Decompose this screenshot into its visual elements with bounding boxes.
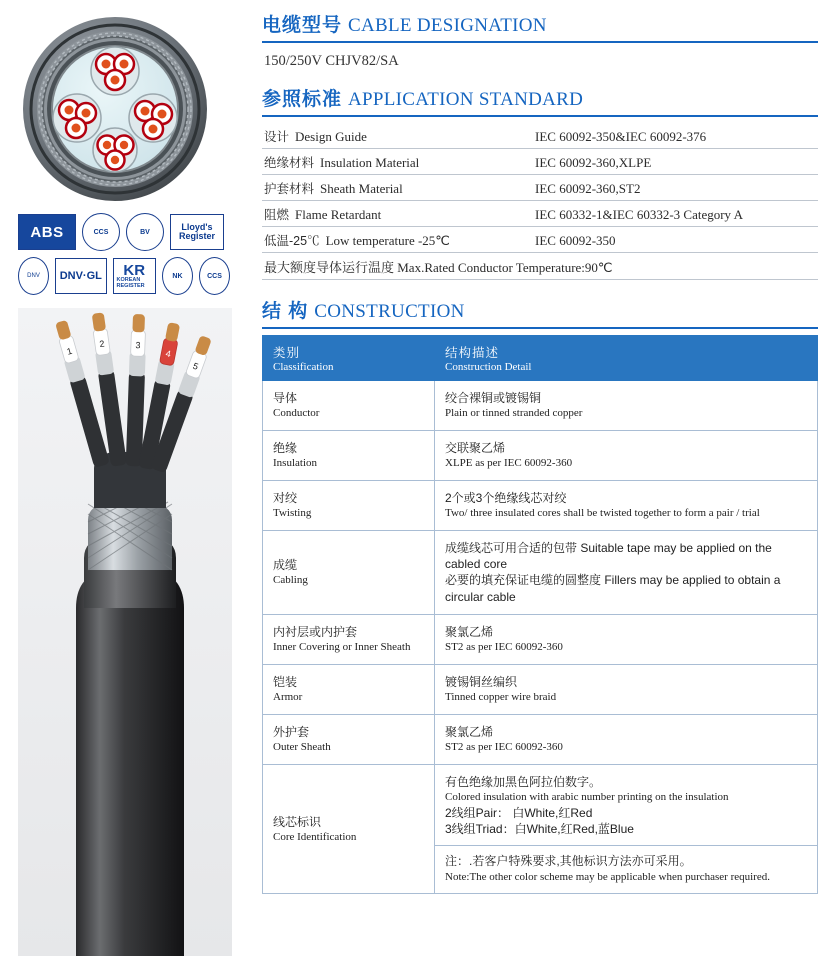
header-classification-cn: 类别 xyxy=(273,346,301,360)
row-armor-label xyxy=(263,664,435,714)
core-id-pair-colors: 2线组Pair： 白White,红Red xyxy=(445,805,593,820)
header-construction-detail xyxy=(435,336,818,381)
table-row xyxy=(263,481,818,531)
row-label-en: Outer Sheath xyxy=(273,741,331,754)
standard-label-cell xyxy=(262,149,533,175)
ccs-cn-certification-logo xyxy=(199,257,230,295)
application-standard-heading xyxy=(262,84,818,111)
standard-value-cell: IEC 60092-360,ST2 xyxy=(533,175,818,201)
lloyds-line1: Lloyd's xyxy=(181,221,213,232)
standard-value-cell: IEC 60092-350&IEC 60092-376 xyxy=(533,123,818,149)
construction-title-en: CONSTRUCTION xyxy=(314,301,465,322)
bv-label: BV xyxy=(140,228,150,236)
row-label-en: Core Identification xyxy=(273,830,357,843)
construction-title-cn: 结 构 xyxy=(262,301,309,322)
kr-line1: KR xyxy=(123,262,146,279)
dnv-gl-certification-logo xyxy=(55,258,107,294)
ccs-cn-label: CCS xyxy=(207,272,222,280)
certification-row-1 xyxy=(18,210,230,254)
certification-row-2 xyxy=(18,254,230,298)
row-core-identification-label xyxy=(263,764,435,893)
core-id-triad-colors: 3线组Triad：白White,红Red,蓝Blue xyxy=(445,822,634,837)
table-row xyxy=(263,614,818,664)
ccs-certification-logo xyxy=(82,213,120,251)
row-detail-en: Two/ three insulated cores shall be twisted together to form a pair / trial xyxy=(445,507,760,520)
standard-value-cell: IEC 60332-1&IEC 60332-3 Category A xyxy=(533,201,818,227)
cable-cross-section-diagram xyxy=(20,14,210,204)
row-label-en: Armor xyxy=(273,691,303,704)
construction-heading xyxy=(262,296,818,323)
row-detail-cn: 成缆线芯可用合适的包带 Suitable tape may be applied on the cabled core xyxy=(445,541,772,572)
row-twisting-label xyxy=(263,481,435,531)
standard-label-cn: 低温-25℃ xyxy=(264,234,320,248)
ccs-label: CCS xyxy=(93,228,109,236)
table-row xyxy=(263,431,818,481)
row-armor-detail xyxy=(435,664,818,714)
core-id-note-cn: 注：.若客户特殊要求,其他标识方法亦可采用。 xyxy=(445,854,692,869)
core-id-note-divider xyxy=(435,845,817,846)
svg-text:3: 3 xyxy=(135,340,141,351)
construction-table xyxy=(262,335,818,894)
table-row xyxy=(263,714,818,764)
certification-logos xyxy=(18,210,230,302)
cable-designation-section xyxy=(262,10,818,72)
lloyds-register-certification-logo xyxy=(170,214,224,250)
header-detail-en: Construction Detail xyxy=(445,361,532,373)
svg-text:2: 2 xyxy=(98,338,106,350)
table-row xyxy=(263,531,818,615)
row-label-en: Cabling xyxy=(273,574,308,587)
row-detail-en: 必要的填充保证电缆的圆整度 Fillers may be applied to obtain a circular cable xyxy=(445,573,781,604)
kr-certification-logo xyxy=(113,258,156,294)
cable-designation-value: 150/250V CHJV82/SA xyxy=(264,53,399,69)
standard-label-cell xyxy=(262,123,533,149)
construction-section xyxy=(262,296,818,894)
standard-label-cell xyxy=(262,175,533,201)
cable-designation-title-cn: 电缆型号 xyxy=(262,15,343,36)
row-label-cn: 外护套 xyxy=(273,724,310,739)
row-detail-en: ST2 as per IEC 60092-360 xyxy=(445,641,563,654)
bv-certification-logo xyxy=(126,213,164,251)
row-conductor-label xyxy=(263,381,435,431)
row-detail-cn: 2个或3个绝缘线芯对绞 xyxy=(445,491,567,506)
application-standard-title-en: APPLICATION STANDARD xyxy=(348,89,584,110)
max-rated-temperature-cell: 最大额度导体运行温度 Max.Rated Conductor Temperature:90℃ xyxy=(262,253,818,280)
header-detail-cn: 结构描述 xyxy=(445,346,500,360)
row-label-en: Inner Covering or Inner Sheath xyxy=(273,641,411,654)
standard-label-en: Design Guide xyxy=(295,129,367,144)
row-detail-en: Tinned copper wire braid xyxy=(445,691,557,704)
row-outer-sheath-label xyxy=(263,714,435,764)
construction-divider xyxy=(262,327,818,329)
core-id-line1-en: Colored insulation with arabic number printing on the insulation xyxy=(445,791,729,804)
cable-designation-heading xyxy=(262,10,818,37)
row-detail-cn: 交联聚乙烯 xyxy=(445,441,506,456)
table-row xyxy=(262,201,818,227)
row-insulation-label xyxy=(263,431,435,481)
standard-label-cn: 阻燃 xyxy=(264,208,290,222)
row-label-en: Insulation xyxy=(273,457,317,470)
left-column xyxy=(0,0,250,964)
row-insulation-detail xyxy=(435,431,818,481)
row-cabling-label xyxy=(263,531,435,615)
header-classification-en: Classification xyxy=(273,361,334,373)
construction-table-header xyxy=(263,336,818,381)
header-classification xyxy=(263,336,435,381)
standard-label-cn: 绝缘材料 xyxy=(264,156,315,170)
standard-label-en: Sheath Material xyxy=(320,181,403,196)
right-column xyxy=(262,10,818,894)
standard-label-cell xyxy=(262,227,533,253)
row-conductor-detail xyxy=(435,381,818,431)
row-detail-cn: 聚氯乙烯 xyxy=(445,624,494,639)
row-inner-sheath-label xyxy=(263,614,435,664)
dnv-mark-icon xyxy=(18,257,49,295)
row-detail-cn: 绞合裸铜或镀锡铜 xyxy=(445,391,542,405)
application-standard-section xyxy=(262,84,818,280)
standard-value-cell: IEC 60092-350 xyxy=(533,227,818,253)
core-id-line1-cn: 有色绝缘加黑色阿拉伯数字。 xyxy=(445,774,602,789)
row-cabling-detail xyxy=(435,531,818,615)
armored-cable-photo xyxy=(18,308,232,956)
table-row xyxy=(263,764,818,893)
table-row xyxy=(262,253,818,280)
table-row xyxy=(263,381,818,431)
row-label-cn: 铠装 xyxy=(273,674,298,689)
table-row xyxy=(262,149,818,175)
row-label-cn: 对绞 xyxy=(273,491,298,506)
table-row xyxy=(262,227,818,253)
standard-label-cell xyxy=(262,201,533,227)
cable-designation-title-en: CABLE DESIGNATION xyxy=(348,15,547,36)
abs-certification-logo xyxy=(18,214,76,250)
nk-label: NK xyxy=(172,272,183,280)
row-detail-en: ST2 as per IEC 60092-360 xyxy=(445,741,563,754)
svg-text:5: 5 xyxy=(191,360,200,372)
row-label-cn: 导体 xyxy=(273,391,298,405)
table-row xyxy=(262,123,818,149)
application-standard-title-cn: 参照标准 xyxy=(262,89,343,110)
standard-value-cell: IEC 60092-360,XLPE xyxy=(533,149,818,175)
row-detail-cn: 镀锡铜丝编织 xyxy=(445,674,518,689)
designation-divider xyxy=(262,41,818,43)
kr-line2: KOREAN REGISTER xyxy=(116,277,145,289)
row-label-cn: 绝缘 xyxy=(273,441,298,456)
core-id-note-en: Note:The other color scheme may be applicable when purchaser required. xyxy=(445,870,770,883)
abs-label: ABS xyxy=(30,223,64,241)
standard-divider xyxy=(262,115,818,117)
row-label-cn: 成缆 xyxy=(273,557,298,572)
standard-label-en: Flame Retardant xyxy=(295,207,382,222)
svg-text:4: 4 xyxy=(164,348,172,360)
nk-certification-logo xyxy=(162,257,193,295)
dnv-mark-label: DNV xyxy=(27,273,40,279)
row-detail-en: Plain or tinned stranded copper xyxy=(445,407,583,420)
table-row xyxy=(262,175,818,201)
lloyds-line2: Register xyxy=(178,231,215,241)
standard-label-en: Low temperature -25℃ xyxy=(325,233,450,248)
row-inner-sheath-detail xyxy=(435,614,818,664)
dnv-gl-label: DNV·GL xyxy=(59,269,102,282)
row-detail-cn: 聚氯乙烯 xyxy=(445,724,494,739)
standard-label-cn: 护套材料 xyxy=(264,182,315,196)
row-label-en: Twisting xyxy=(273,507,312,520)
row-label-en: Conductor xyxy=(273,407,320,420)
row-core-identification-detail xyxy=(435,764,818,893)
row-label-cn: 线芯标识 xyxy=(273,814,322,829)
standard-label-cn: 设计 xyxy=(264,130,290,144)
application-standard-table xyxy=(262,123,818,280)
row-label-cn: 内衬层或内护套 xyxy=(273,624,358,639)
row-outer-sheath-detail xyxy=(435,714,818,764)
row-twisting-detail xyxy=(435,481,818,531)
table-row xyxy=(263,664,818,714)
standard-label-en: Insulation Material xyxy=(320,155,420,170)
row-detail-en: XLPE as per IEC 60092-360 xyxy=(445,457,573,470)
svg-text:1: 1 xyxy=(65,345,74,357)
